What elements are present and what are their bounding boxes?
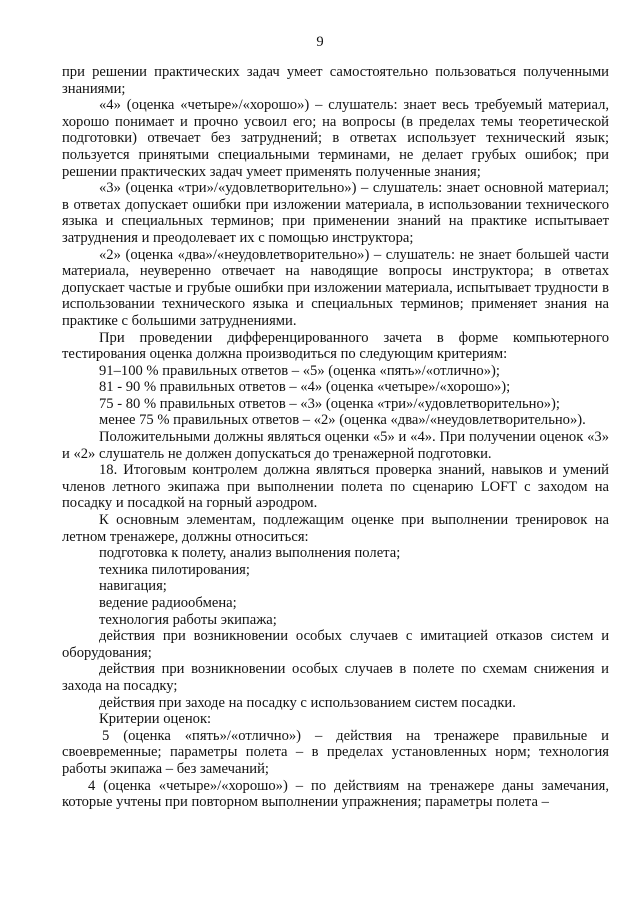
paragraph: «2» (оценка «два»/«неудовлетворительно») – слушатель: не знает большей части материала, неуверенно отвечает на наводящие вопросы инструктора; в ответах допускает частые и грубые ошибки при изложении материала, испытывает трудности в использовании технического языка и специальных терминов; применяет знания на практике с большими затруднениями. <box>62 246 609 329</box>
document-body <box>62 64 609 811</box>
paragraph: «4» (оценка «четыре»/«хорошо») – слушатель: знает весь требуемый материал, хорошо понимает и прочно усвоил его; на вопросы (в пределах темы теоретической подготовки) отвечает без затруднений; в ответах использует технический язык; пользуется принятыми специальными терминами, не делает грубых ошибок; при решении практических задач умеет применять полученные знания; <box>62 97 609 180</box>
grade-criterion: 4 (оценка «четыре»/«хорошо») – по действиям на тренажере даны замечания, которые учтены при повторном выполнении упражнения; параметры полета – <box>62 777 609 811</box>
list-item: технология работы экипажа; <box>99 611 277 628</box>
list-item: действия при возникновении особых случаев с имитацией отказов систем и оборудования; <box>62 628 609 661</box>
list-item: действия при заходе на посадку с использованием систем посадки. <box>99 694 516 711</box>
list-item: подготовка к полету, анализ выполнения полета; <box>99 545 401 562</box>
criterion-line: 81 - 90 % правильных ответов – «4» (оценка «четыре»/«хорошо»); <box>99 379 511 396</box>
list-item: навигация; <box>99 578 167 595</box>
section-heading: Критерии оценок: <box>99 711 212 728</box>
grade-criterion: 5 (оценка «пять»/«отлично») – действия на тренажере правильные и своевременные; параметры полета – в пределах установленных норм; технология работы экипажа – без замечаний; <box>62 727 609 777</box>
paragraph: При проведении дифференцированного зачета в форме компьютерного тестирования оценка должна производиться по следующим критериям: <box>62 329 609 363</box>
list-item: техника пилотирования; <box>99 561 250 578</box>
paragraph: при решении практических задач умеет самостоятельно пользоваться полученными знаниями; <box>62 64 609 97</box>
paragraph: К основным элементам, подлежащим оценке при выполнении тренировок на летном тренажере, должны относиться: <box>62 512 609 545</box>
criterion-line: менее 75 % правильных ответов – «2» (оценка «два»/«неудовлетворительно»). <box>99 412 586 429</box>
list-item: действия при возникновении особых случаев в полете по схемам снижения и захода на посадку; <box>62 661 609 694</box>
paragraph: Положительными должны являться оценки «5» и «4». При получении оценок «3» и «2» слушатель не должен допускаться до тренажерной подготовки. <box>62 429 609 462</box>
numbered-paragraph: 18. Итоговым контролем должна являться проверка знаний, навыков и умений членов летного экипажа при выполнении полета по сценарию LOFT с заходом на посадку и посадкой на горный аэродром. <box>62 462 609 512</box>
list-item: ведение радиообмена; <box>99 595 237 611</box>
page-number: 9 <box>316 34 324 50</box>
paragraph: «3» (оценка «три»/«удовлетворительно») – слушатель: знает основной материал; в ответах допускает ошибки при изложении материала, в использовании технического языка и специальных терминов; при применении знаний на практике испытывает затруднения и преодолевает их с помощью инструктора; <box>62 180 609 246</box>
criterion-line: 91–100 % правильных ответов – «5» (оценка «пять»/«отлично»); <box>99 362 500 379</box>
criterion-line: 75 - 80 % правильных ответов – «3» (оценка «три»/«удовлетворительно»); <box>99 395 560 412</box>
